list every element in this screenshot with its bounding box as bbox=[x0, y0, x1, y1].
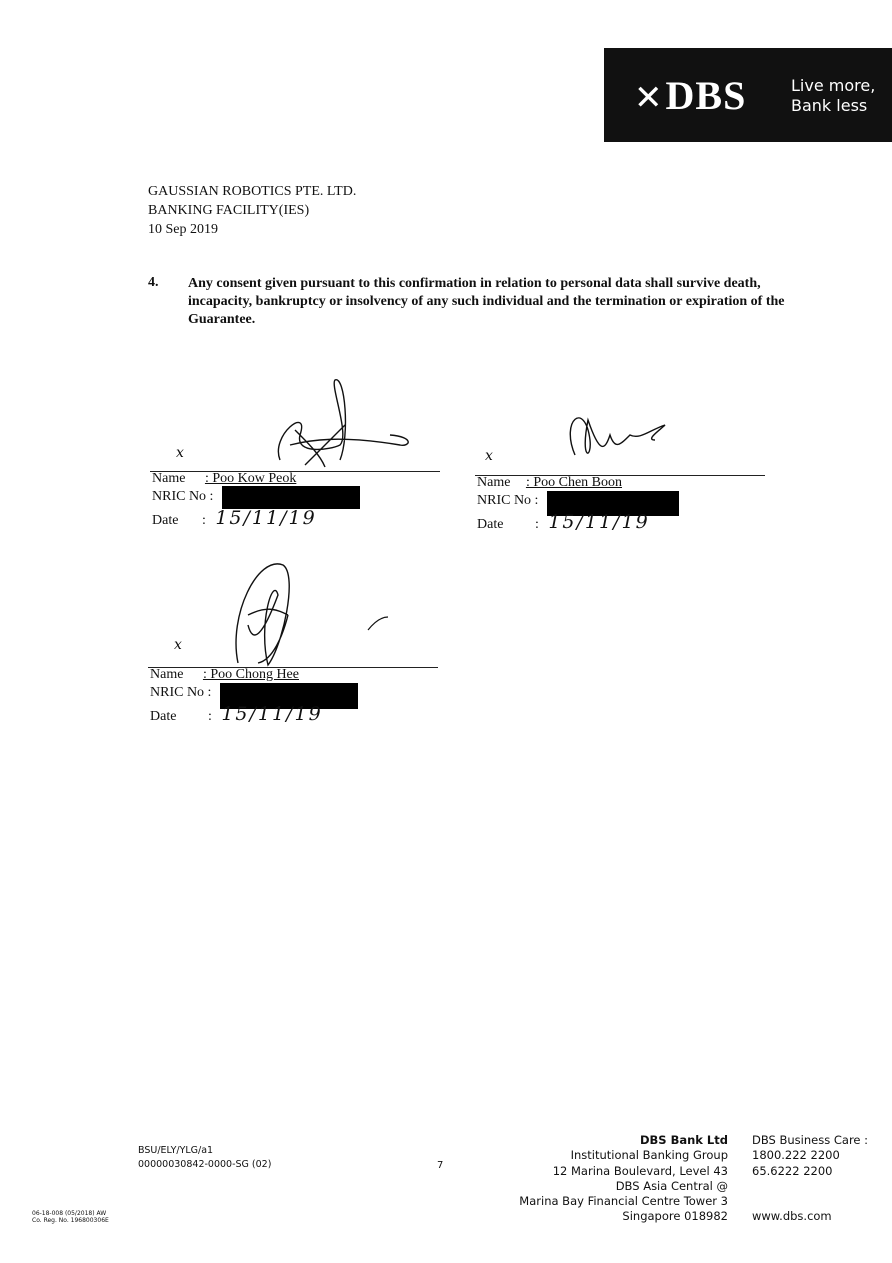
dbs-logo-text: DBS bbox=[665, 73, 747, 118]
signatory-2-nric-row bbox=[477, 493, 538, 509]
bank-address bbox=[519, 1133, 728, 1225]
page-number: 7 bbox=[437, 1160, 444, 1171]
signature-1-mark: x bbox=[176, 445, 186, 461]
signatory-1-nric-row bbox=[152, 489, 213, 505]
address-line: Marina Bay Financial Centre Tower 3 bbox=[519, 1194, 728, 1209]
signatory-2-date: 15/11/19 bbox=[548, 511, 650, 533]
tagline-line-1: Live more, bbox=[791, 76, 876, 95]
dbs-x-icon: ✕ bbox=[634, 78, 664, 118]
signature-1-image bbox=[250, 375, 490, 475]
signature-block-2 bbox=[475, 400, 767, 560]
website-link[interactable]: www.dbs.com bbox=[752, 1209, 832, 1223]
letter-header bbox=[148, 182, 356, 239]
name-label: Name bbox=[150, 667, 184, 682]
date-separator: : bbox=[201, 513, 206, 528]
nric-redaction-1 bbox=[222, 486, 360, 509]
signatory-3-nric-row bbox=[150, 685, 211, 701]
signature-block-3 bbox=[148, 555, 440, 735]
nric-label: NRIC No : bbox=[150, 685, 212, 700]
dbs-logo bbox=[634, 72, 746, 119]
signatory-3-date: 15/11/19 bbox=[221, 703, 323, 725]
signatory-2-name-row bbox=[477, 475, 622, 491]
signatory-2-date-row bbox=[477, 511, 650, 533]
date-separator: : bbox=[207, 709, 212, 724]
form-code: 06-18-008 (05/2018) AW bbox=[32, 1210, 107, 1217]
address-line: DBS Asia Central @ bbox=[615, 1178, 728, 1193]
date-separator: : bbox=[534, 517, 539, 532]
footer-reference bbox=[138, 1144, 271, 1172]
tagline bbox=[791, 76, 875, 116]
company-reg-no: Co. Reg. No. 196800306E bbox=[32, 1217, 109, 1224]
tagline-line-2: Bank less bbox=[791, 96, 868, 115]
signatory-1-name-row bbox=[152, 471, 296, 487]
dbs-logo-banner bbox=[604, 48, 892, 142]
nric-label: NRIC No : bbox=[152, 489, 214, 504]
address-line: Institutional Banking Group bbox=[570, 1148, 728, 1163]
phone-1: 1800.222 2200 bbox=[752, 1148, 840, 1163]
phone-2: 65.6222 2200 bbox=[752, 1163, 833, 1178]
footer-ref-2: 00000030842-0000-SG (02) bbox=[138, 1159, 272, 1170]
signature-3-image bbox=[228, 555, 428, 670]
letter-date: 10 Sep 2019 bbox=[148, 222, 218, 237]
date-label: Date bbox=[152, 513, 179, 528]
address-line: Singapore 018982 bbox=[622, 1209, 728, 1224]
letter-subject: BANKING FACILITY(IES) bbox=[148, 203, 310, 218]
signatory-1-date-row bbox=[152, 507, 317, 529]
signatory-1-date: 15/11/19 bbox=[215, 507, 317, 529]
signature-2-mark: x bbox=[485, 448, 495, 464]
date-label: Date bbox=[477, 517, 504, 532]
signatory-3-name: : Poo Chong Hee bbox=[202, 667, 299, 682]
signature-3-mark: x bbox=[174, 637, 184, 653]
date-label: Date bbox=[150, 709, 177, 724]
business-care bbox=[752, 1133, 868, 1179]
name-label: Name bbox=[477, 475, 511, 490]
signatory-2-name: : Poo Chen Boon bbox=[525, 475, 623, 490]
footer-ref-1: BSU/ELY/YLG/a1 bbox=[138, 1145, 214, 1156]
clause-number: 4. bbox=[148, 275, 159, 290]
signature-2-image bbox=[560, 400, 760, 480]
clause-text: Any consent given pursuant to this confirmation in relation to personal data shall survive death, incapacity, bankruptcy or insolvency of any such individual and the termination or expiration of the Guarantee. bbox=[188, 276, 785, 327]
address-line: 12 Marina Boulevard, Level 43 bbox=[552, 1163, 728, 1178]
signature-block-1 bbox=[150, 375, 442, 545]
bank-name: DBS Bank Ltd bbox=[639, 1133, 728, 1147]
signatory-3-date-row bbox=[150, 703, 323, 725]
company-name: GAUSSIAN ROBOTICS PTE. LTD. bbox=[148, 184, 357, 199]
nric-label: NRIC No : bbox=[477, 493, 539, 508]
signatory-3-name-row bbox=[150, 667, 299, 683]
signatory-1-name: : Poo Kow Peok bbox=[204, 471, 297, 486]
form-codes bbox=[32, 1210, 109, 1224]
name-label: Name bbox=[152, 471, 186, 486]
care-label: DBS Business Care : bbox=[752, 1133, 869, 1147]
